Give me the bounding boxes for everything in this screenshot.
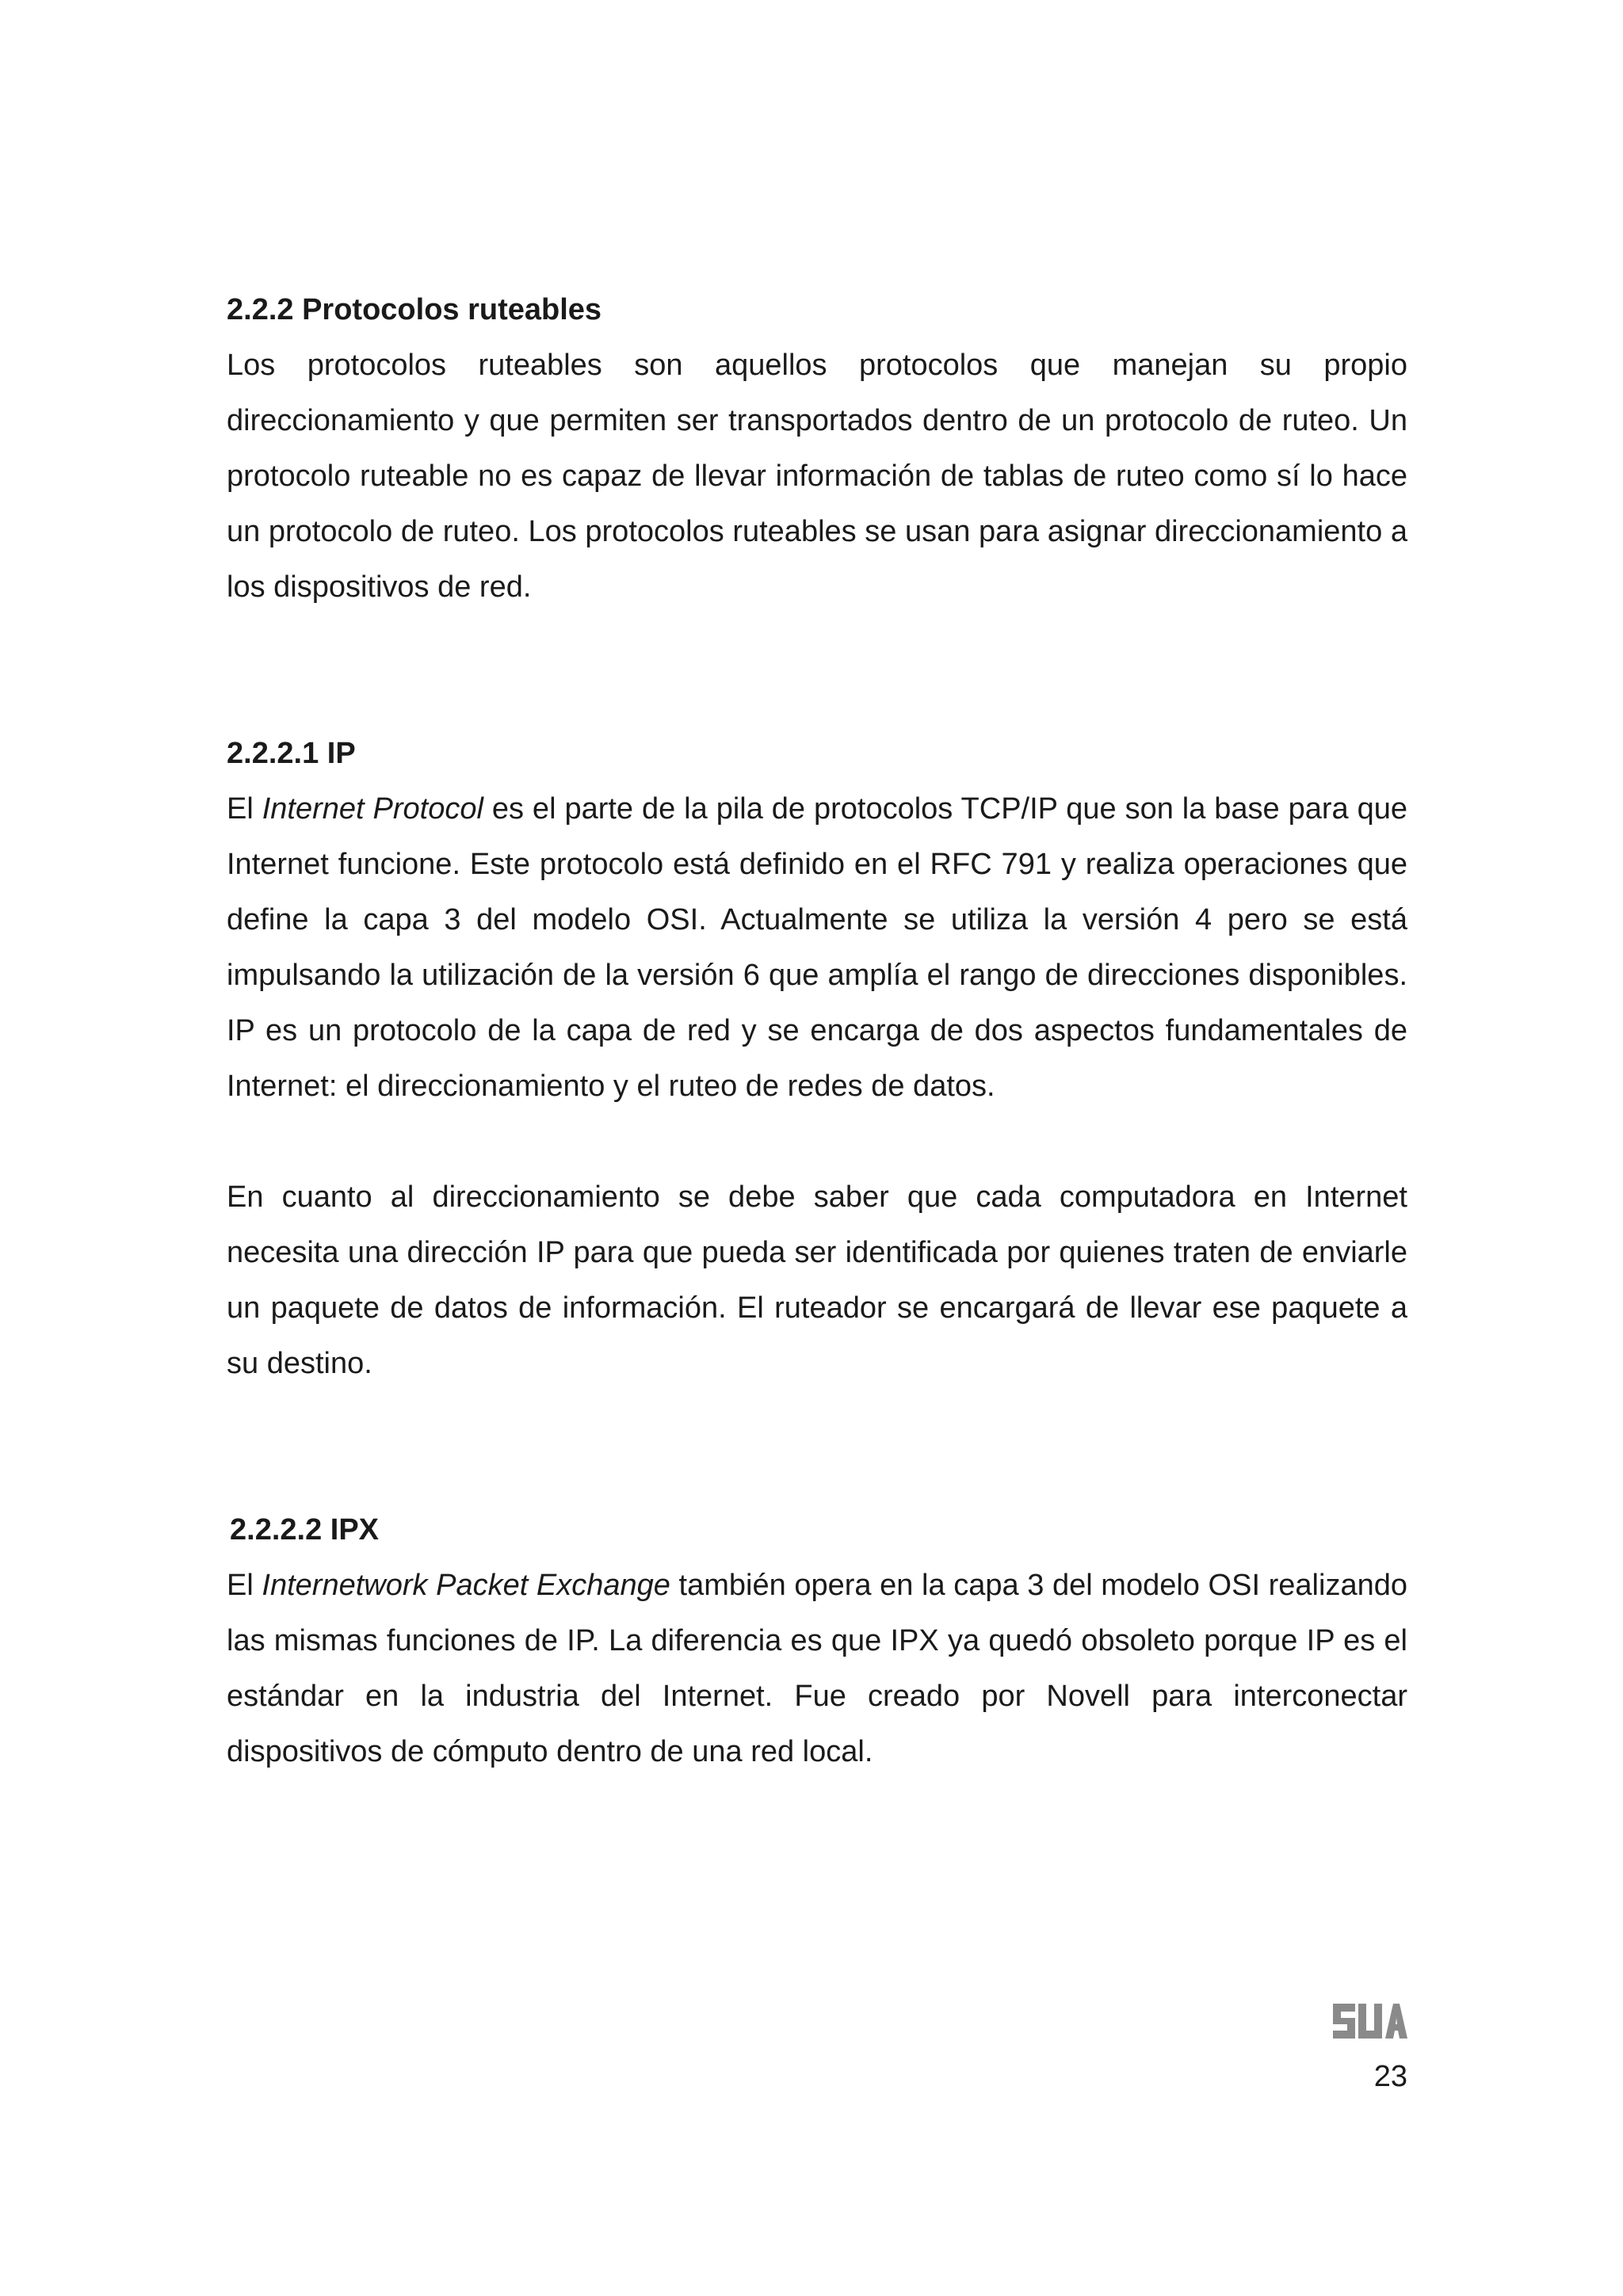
paragraph-protocolos-ruteables (227, 338, 1407, 615)
section-heading-ipx: 2.2.2.2 IPX (230, 1513, 380, 1547)
paragraph-text: es el parte de la pila de protocolos TCP/IP que son la base para que Internet funcione. Este protocolo está definido en el RFC 791 y realiza operaciones que define la capa 3 del modelo OSI. Actualmente se utiliza la versión 4 pero se está impulsando la utilización de la versión 6 que amplía el rango de direcciones disponibles. IP es un protocolo de la capa de red y se encarga de dos aspectos fundamentales de Internet: el direccionamiento y el ruteo de redes de datos. (227, 792, 1408, 1103)
paragraph-text: El (227, 792, 262, 826)
section-heading-ip: 2.2.2.1 IP (227, 737, 356, 770)
paragraph-text: también opera en la capa 3 del modelo OSI realizando las mismas funciones de IP. La diferencia es que IPX ya quedó obsoleto porque IP es el estándar en la industria del Internet. Fue creado por Novell para interconectar dispositivos de cómputo dentro de una red local. (227, 1569, 1407, 1768)
document-body (227, 282, 1407, 1779)
sua-logo-icon (1331, 2000, 1407, 2042)
paragraph-ip-addressing (227, 1169, 1407, 1391)
page-number: 23 (1373, 2060, 1407, 2093)
section-heading-protocolos-ruteables: 2.2.2 Protocolos ruteables (227, 293, 602, 326)
emphasis-term: Internet Protocol (262, 792, 483, 826)
paragraph-text: El (227, 1569, 262, 1602)
section-spacer (227, 615, 1407, 726)
paragraph-spacer (227, 1114, 1407, 1169)
emphasis-term: Internetwork Packet Exchange (262, 1569, 670, 1602)
paragraph-ip-definition (227, 781, 1407, 1114)
section-spacer (227, 1391, 1407, 1502)
sua-logo-mark (1333, 2004, 1407, 2039)
paragraph-text: Los protocolos ruteables son aquellos protocolos que manejan su propio direccionamiento y que permiten ser transportados dentro de un protocolo de ruteo. Un protocolo ruteable no es capaz de llevar información de tablas de ruteo como sí lo hace un protocolo de ruteo. Los protocolos ruteables se usan para asignar direccionamiento a los dispositivos de red. (227, 349, 1407, 604)
paragraph-ipx (227, 1558, 1407, 1779)
paragraph-text: En cuanto al direccionamiento se debe saber que cada computadora en Internet necesita una dirección IP para que pueda ser identificada por quienes traten de enviarle un paquete de datos de información. El ruteador se encargará de llevar ese paquete a su destino. (227, 1180, 1407, 1380)
